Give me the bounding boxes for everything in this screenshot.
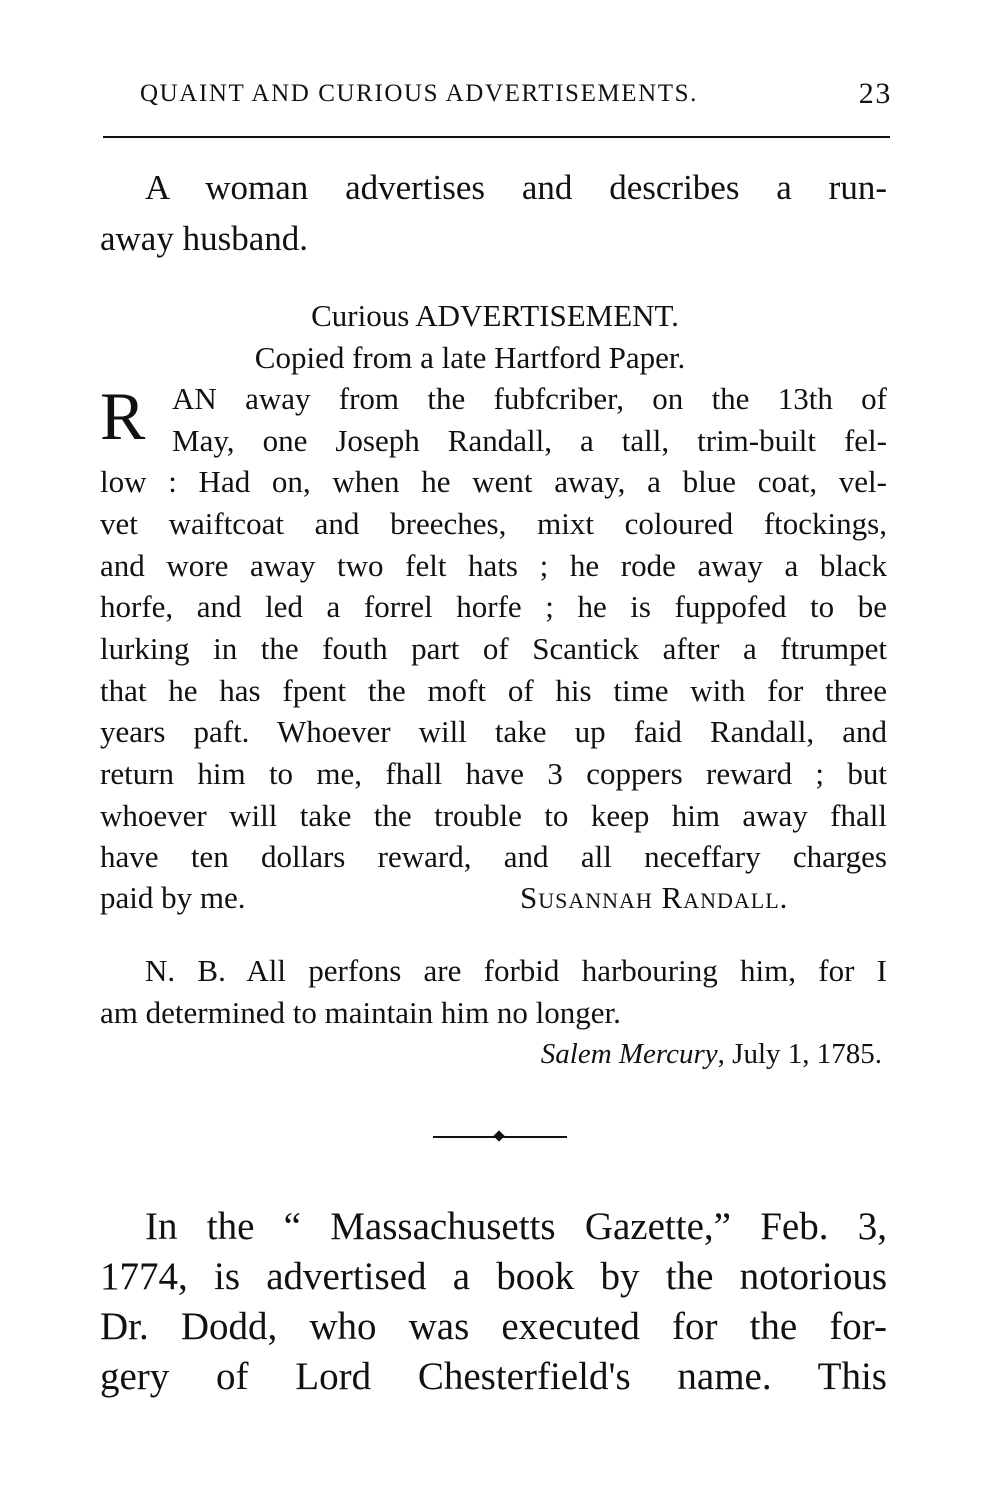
ad-subtitle: Copied from a late Hartford Paper. <box>254 340 686 375</box>
source-date: , July 1, 1785. <box>717 1038 882 1070</box>
ad-line: AN away from the fubfcriber, on the 13th of <box>172 381 887 416</box>
nb-line: am determined to maintain him no longer. <box>100 995 621 1030</box>
closing-line: Dr. Dodd, who was executed for the for- <box>100 1305 887 1348</box>
ad-title: Curious ADVERTISEMENT. <box>311 298 679 333</box>
ad-line: May, one Joseph Randall, a tall, trim-built fel- <box>172 423 887 458</box>
ad-line: low : Had on, when he went away, a blue coat, vel- <box>100 464 887 499</box>
ad-line: that he has fpent the moft of his time with for three <box>100 673 887 708</box>
ad-line: whoever will take the trouble to keep him away fhall <box>100 798 887 833</box>
ad-line: vet waiftcoat and breeches, mixt coloured ftockings, <box>100 506 887 541</box>
ad-last-line <box>100 882 887 913</box>
nb-line: N. B. All perfons are forbid harbouring him, for I <box>145 953 887 988</box>
closing-line: gery of Lord Chesterfield's name. This <box>100 1355 887 1398</box>
running-title: QUAINT AND CURIOUS ADVERTISEMENTS. <box>140 80 699 107</box>
closing-line: In the “ Massachusetts Gazette,” Feb. 3, <box>145 1205 887 1248</box>
closing-line: 1774, is advertised a book by the notorious <box>100 1255 887 1298</box>
ad-line: and wore away two felt hats ; he rode away a black <box>100 548 887 583</box>
source-citation <box>400 1040 882 1069</box>
intro-line: A woman advertises and describes a run- <box>145 168 887 207</box>
ad-line: lurking in the fouth part of Scantick after a ftrumpet <box>100 631 887 666</box>
header-rule <box>103 136 890 138</box>
ad-line: have ten dollars reward, and all neceffary charges <box>100 839 887 874</box>
ad-line: years paft. Whoever will take up faid Randall, and <box>100 714 887 749</box>
signature: Susannah Randall. <box>520 880 789 915</box>
page-number: 23 <box>858 77 892 110</box>
intro-line: away husband. <box>100 219 309 258</box>
drop-cap: R <box>100 378 146 454</box>
source-paper: Salem Mercury <box>540 1038 718 1070</box>
ad-line: horfe, and led a forrel horfe ; he is fuppofed to be <box>100 589 887 624</box>
section-ornament <box>433 1136 567 1138</box>
ad-line: return him to me, fhall have 3 coppers reward ; but <box>100 756 887 791</box>
ad-last-text: paid by me. <box>100 880 246 915</box>
